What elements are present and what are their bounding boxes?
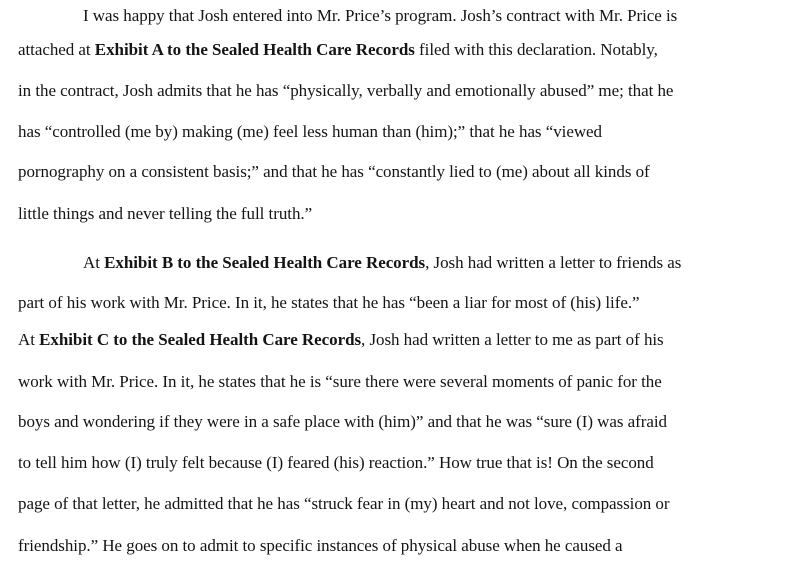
text-line-11	[18, 412, 667, 432]
exhibit-c-reference: Exhibit C to the Sealed Health Care Records	[39, 330, 362, 349]
line-text: attached at	[18, 40, 95, 59]
text-line-7	[83, 253, 681, 273]
text-line-3	[18, 81, 673, 101]
exhibit-b-reference: Exhibit B to the Sealed Health Care Records	[104, 253, 426, 272]
text-line-6	[18, 204, 312, 224]
text-line-2	[18, 40, 658, 60]
text-line-5	[18, 162, 650, 182]
text-line-14	[18, 536, 623, 556]
line-text: page of that letter, he admitted that he has “struck fear in (my) heart and not love, compassion or	[18, 494, 670, 513]
exhibit-a-reference: Exhibit A to the Sealed Health Care Records	[94, 40, 415, 59]
text-line-1	[83, 6, 677, 26]
line-text: has “controlled (me by) making (me) feel less human than (him);” that he has “viewed	[18, 122, 602, 141]
text-line-4	[18, 122, 602, 142]
line-text: At	[83, 253, 105, 272]
text-line-12	[18, 453, 654, 473]
text-line-10	[18, 372, 662, 392]
text-line-8	[18, 293, 640, 313]
line-text: boys and wondering if they were in a safe place with (him)” and that he was “sure (I) was afraid	[18, 412, 667, 431]
line-text: filed with this declaration. Notably,	[414, 40, 658, 59]
line-text: little things and never telling the full truth.”	[18, 204, 313, 223]
line-text: I was happy that Josh entered into Mr. Price’s program. Josh’s contract with Mr. Price is	[83, 6, 678, 25]
line-text: , Josh had written a letter to friends as	[425, 253, 682, 272]
text-line-9	[18, 330, 664, 350]
line-text: work with Mr. Price. In it, he states that he is “sure there were several moments of panic for the	[18, 372, 662, 391]
line-text: in the contract, Josh admits that he has “physically, verbally and emotionally abused” me; that he	[18, 81, 674, 100]
line-text: pornography on a consistent basis;” and that he has “constantly lied to (me) about all kinds of	[18, 162, 650, 181]
line-text: to tell him how (I) truly felt because (I) feared (his) reaction.” How true that is! On the second	[18, 453, 654, 472]
line-text: part of his work with Mr. Price. In it, he states that he has “been a liar for most of (his) life.”	[18, 293, 640, 312]
line-text: , Josh had written a letter to me as part of his	[361, 330, 664, 349]
line-text: At	[18, 330, 40, 349]
text-line-13	[18, 494, 669, 514]
line-text: friendship.” He goes on to admit to specific instances of physical abuse when he caused a	[18, 536, 623, 555]
